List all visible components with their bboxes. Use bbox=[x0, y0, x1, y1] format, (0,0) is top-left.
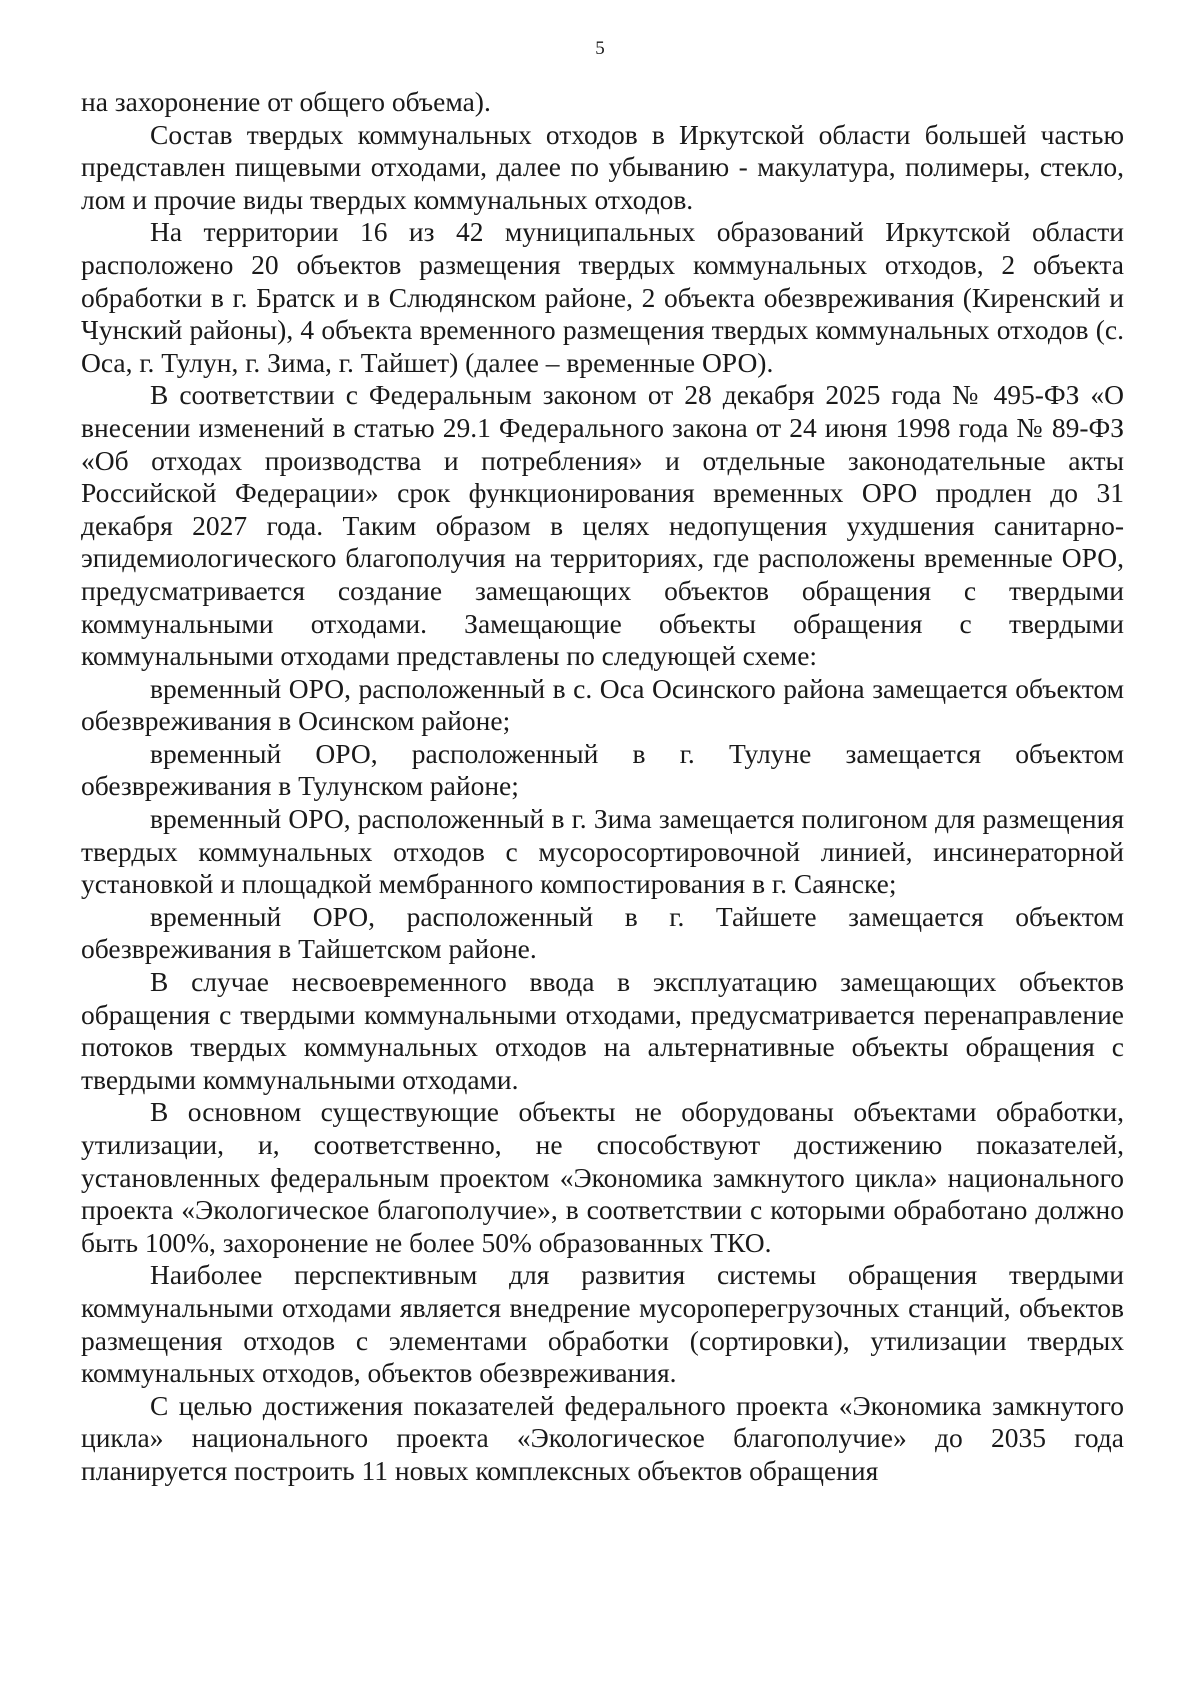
paragraph-continuation: на захоронение от общего объема). bbox=[81, 86, 491, 117]
paragraph-waste-facilities: На территории 16 из 42 муниципальных образований Иркутской области расположено 20 объектов размещения твердых коммунальных отходов, 2 объекта обработки в г. Братск и в Слюдянском районе, 2 объекта обезвреживания (Киренский и Чунский районы), 4 объекта временного размещения твердых коммунальных отходов (с. Оса, г. Тулун, г. Зима, г. Тайшет) (далее – временные ОРО). bbox=[81, 216, 1124, 378]
paragraph-goal-2035: С целью достижения показателей федерального проекта «Экономика замкнутого цикла» национального проекта «Экологическое благополучие» до 2035 года планируется построить 11 новых комплексных объектов обращения bbox=[81, 1389, 1124, 1486]
list-item-osa: временный ОРО, расположенный в с. Оса Осинского района замещается объектом обезвреживания в Осинском районе; bbox=[81, 672, 1124, 737]
document-body bbox=[81, 86, 1124, 1488]
list-item-tulun: временный ОРО, расположенный в г. Тулуне замещается объектом обезвреживания в Тулунском районе; bbox=[81, 737, 1124, 802]
paragraph-federal-law: В соответствии с Федеральным законом от 28 декабря 2025 года № 495-ФЗ «О внесении изменений в статью 29.1 Федерального закона от 24 июня 1998 года № 89-ФЗ «Об отходах производства и потребления» и отдельные законодательные акты Российской Федерации» срок функционирования временных ОРО продлен до 31 декабря 2027 года. Таким образом в целях недопущения ухудшения санитарно-эпидемиологического благополучия на территориях, где расположены временные ОРО, предусматривается создание замещающих объектов обращения с твердыми коммунальными отходами. Замещающие объекты обращения с твердыми коммунальными отходами представлены по следующей схеме: bbox=[81, 379, 1124, 672]
paragraph-existing-facilities: В основном существующие объекты не оборудованы объектами обработки, утилизации, и, соответственно, не способствуют достижению показателей, установленных федеральным проектом «Экономика замкнутого цикла» национального проекта «Экологическое благополучие», в соответствии с которыми обработано должно быть 100%, захоронение не более 50% образованных ТКО. bbox=[81, 1096, 1124, 1258]
paragraph-delay-case: В случае несвоевременного ввода в эксплуатацию замещающих объектов обращения с твердыми коммунальными отходами, предусматривается перенаправление потоков твердых коммунальных отходов на альтернативные объекты обращения с твердыми коммунальными отходами. bbox=[81, 966, 1124, 1095]
list-item-taishet: временный ОРО, расположенный в г. Тайшете замещается объектом обезвреживания в Тайшетском районе. bbox=[81, 900, 1124, 965]
page-number: 5 bbox=[595, 38, 605, 59]
list-item-zima: временный ОРО, расположенный в г. Зима замещается полигоном для размещения твердых коммунальных отходов с мусоросортировочной линией, инсинераторной установкой и площадкой мембранного компостирования в г. Саянске; bbox=[81, 803, 1124, 900]
paragraph-perspective: Наиболее перспективным для развития системы обращения твердыми коммунальными отходами является внедрение мусороперегрузочных станций, объектов размещения отходов с элементами обработки (сортировки), утилизации твердых коммунальных отходов, объектов обезвреживания. bbox=[81, 1259, 1124, 1389]
paragraph-waste-composition: Состав твердых коммунальных отходов в Иркутской области большей частью представлен пищевыми отходами, далее по убыванию - макулатура, полимеры, стекло, лом и прочие виды твердых коммунальных отходов. bbox=[81, 118, 1124, 215]
